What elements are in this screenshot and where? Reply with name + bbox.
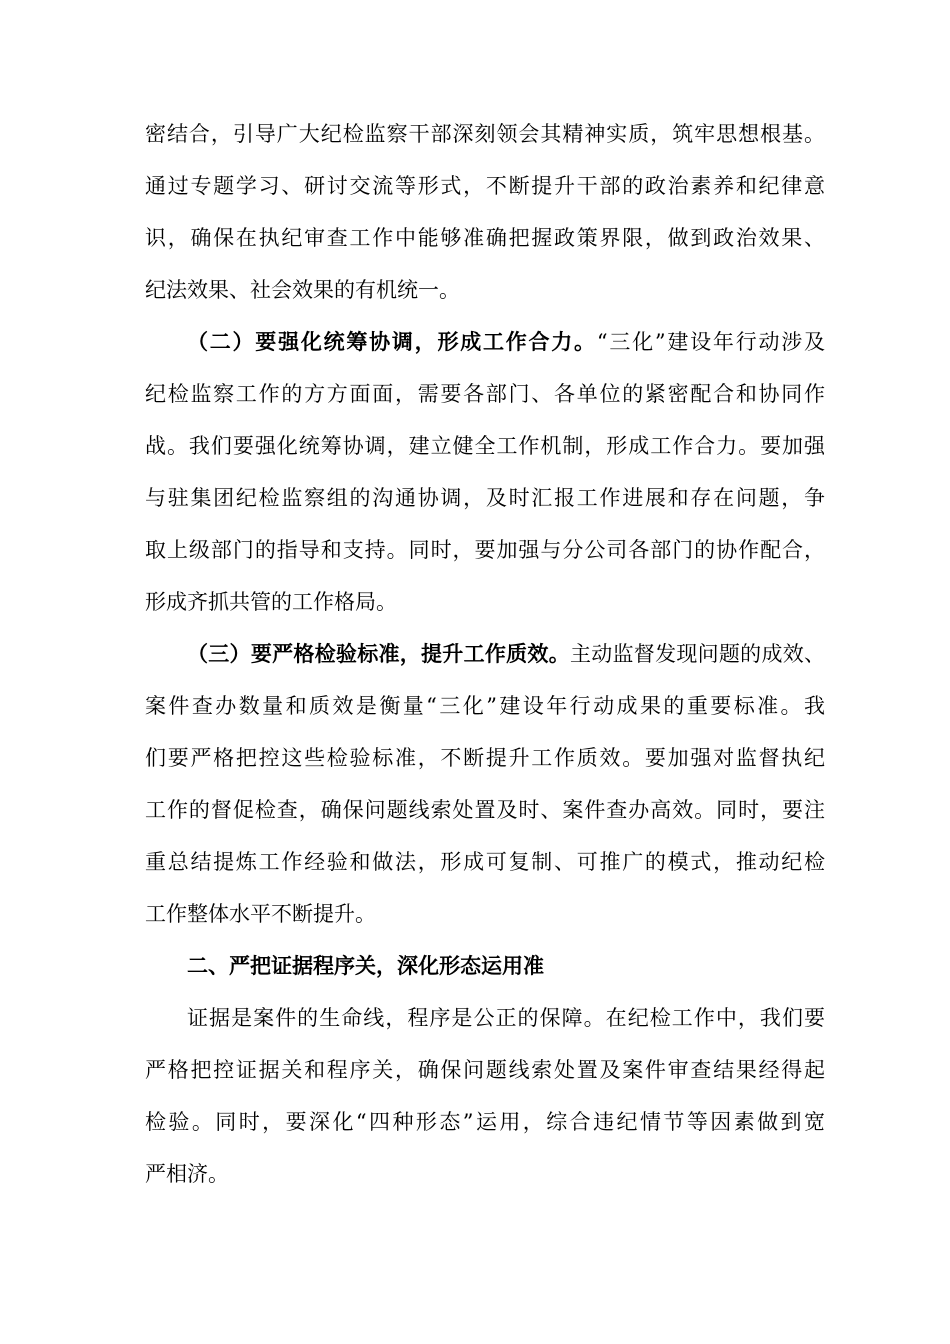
section-2-heading: （二）要强化统筹协调，形成工作合力。: [187, 329, 597, 354]
paragraph-line: 纪法效果、社会效果的有机统一。: [145, 278, 460, 302]
paragraph-line: 纪检监察工作的方方面面，需要各部门、各单位的紧密配合和协同作: [145, 382, 825, 406]
paragraph-line: 严相济。: [145, 1162, 229, 1186]
section-3-heading: （三）要严格检验标准，提升工作质效。: [187, 641, 570, 666]
paragraph-line: 通过专题学习、研讨交流等形式，不断提升干部的政治素养和纪律意: [145, 174, 825, 198]
paragraph-line: 密结合，引导广大纪检监察干部深刻领会其精神实质，筑牢思想根基。: [145, 122, 825, 146]
paragraph-line: 重总结提炼工作经验和做法，形成可复制、可推广的模式，推动纪检: [145, 850, 825, 874]
paragraph-line: 严格把控证据关和程序关，确保问题线索处置及案件审查结果经得起: [145, 1058, 825, 1082]
paragraph-line: 识，确保在执纪审查工作中能够准确把握政策界限，做到政治效果、: [145, 226, 825, 250]
paragraph-line: 案件查办数量和质效是衡量“三化”建设年行动成果的重要标准。我: [145, 694, 825, 718]
paragraph-line: 战。我们要强化统筹协调，建立健全工作机制，形成工作合力。要加强: [145, 434, 825, 458]
section-3-first-line-text: 主动监督发现问题的成效、: [569, 642, 825, 666]
part-2-heading: 二、严把证据程序关，深化形态运用准: [187, 953, 544, 978]
paragraph-line: 形成齐抓共管的工作格局。: [145, 590, 397, 614]
section-2-first-line-text: “三化”建设年行动涉及: [596, 330, 825, 354]
section-2-first-line: [187, 324, 825, 360]
paragraph-line: 与驻集团纪检监察组的沟通协调，及时汇报工作进展和存在问题，争: [145, 486, 825, 510]
paragraph-line: 取上级部门的指导和支持。同时，要加强与分公司各部门的协作配合，: [145, 538, 825, 562]
paragraph-line: 们要严格把控这些检验标准，不断提升工作质效。要加强对监督执纪: [145, 746, 825, 770]
paragraph-line: 工作的督促检查，确保问题线索处置及时、案件查办高效。同时，要注: [145, 798, 825, 822]
section-3-first-line: [187, 636, 825, 672]
paragraph-line: 证据是案件的生命线，程序是公正的保障。在纪检工作中，我们要: [187, 1006, 825, 1030]
paragraph-line: 工作整体水平不断提升。: [145, 902, 376, 926]
paragraph-line: 检验。同时，要深化“四种形态”运用，综合违纪情节等因素做到宽: [145, 1110, 825, 1134]
